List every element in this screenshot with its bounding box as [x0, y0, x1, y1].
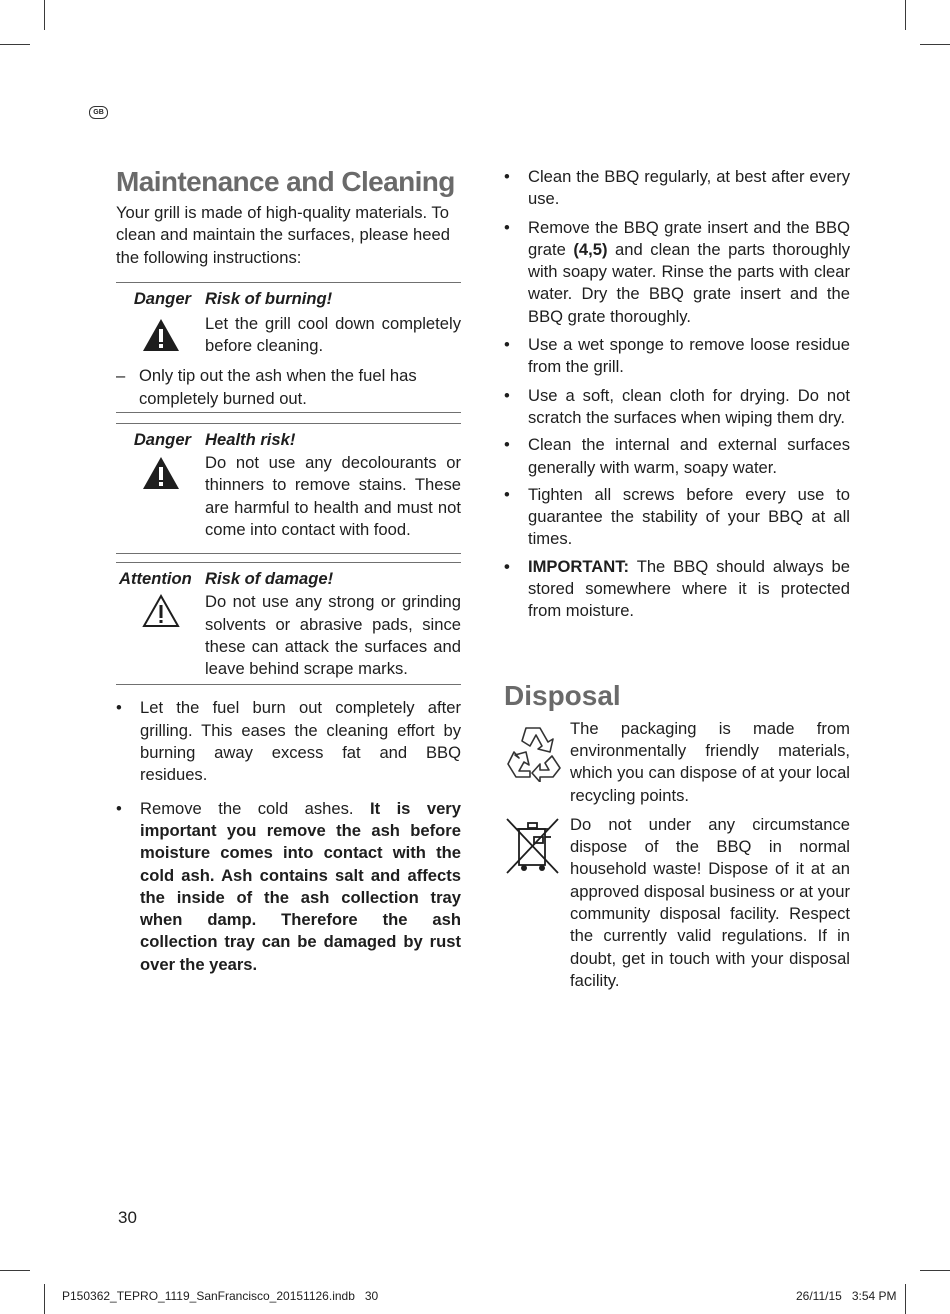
emphasis-text: It is very important you remove the ash before moisture comes into contact with the cold ash. Ash contains salt and affects the inside of the ash collection tray when damp. Therefore the ash collection tray can be damaged by rust over the years. — [140, 798, 461, 974]
list-item — [504, 217, 850, 328]
important-label: IMPORTANT: — [528, 556, 630, 576]
list-item-text: Tighten all screws before every use to guarantee the stability of your BBQ at all times. — [528, 484, 850, 549]
list-item-text: Clean the BBQ regularly, at best after every use. — [528, 167, 850, 209]
page-number: 30 — [118, 1208, 137, 1227]
warning-text: Do not use any strong or grinding solvents or abrasive pads, since these can attack the surfaces and leave behind scrape marks. — [205, 592, 461, 679]
bullet-marker: • — [116, 798, 122, 818]
list-item — [116, 365, 461, 410]
part-reference: (4,5) — [573, 239, 608, 259]
bullet-marker: • — [116, 698, 122, 718]
bullet-marker: • — [504, 484, 510, 504]
crop-mark — [44, 0, 45, 30]
list-item — [504, 334, 850, 379]
language-badge: GB — [89, 106, 108, 119]
disposal-text: The packaging is made from environmentally friendly materials, which you can dispose of at your local recycling points. — [570, 718, 850, 805]
crossed-out-bin-icon — [504, 815, 562, 877]
warning-label: Attention — [119, 569, 192, 589]
divider — [116, 684, 461, 685]
crop-mark — [0, 44, 30, 45]
list-item-text: Use a soft, clean cloth for drying. Do not scratch the surfaces when wiping them dry. — [528, 385, 850, 427]
list-item — [504, 434, 850, 479]
dash-marker: – — [116, 366, 126, 386]
bullet-list — [116, 697, 461, 976]
crop-mark — [0, 1270, 30, 1271]
list-item-text: and clean the parts thoroughly with soapy water. Rinse the parts with clear water. Dry the BBQ grate insert and the BBQ grate thoroughly. — [528, 239, 851, 326]
list-item-text: Clean the internal and external surfaces generally with warm, soapy water. — [528, 435, 850, 477]
recycle-icon — [504, 722, 564, 782]
list-item — [504, 556, 850, 623]
divider — [116, 412, 461, 413]
warning-triangle-filled-icon — [141, 317, 181, 353]
warning-box — [116, 424, 461, 541]
list-item — [116, 697, 461, 786]
section-title: Maintenance and Cleaning — [116, 166, 455, 197]
list-item — [504, 385, 850, 430]
warning-title: Risk of burning! — [205, 288, 333, 308]
warning-text: Let the grill cool down completely before cleaning. — [205, 313, 461, 356]
bullet-marker: • — [504, 335, 510, 355]
warning-triangle-filled-icon — [141, 455, 181, 491]
footer-date-time: 26/11/15 3:54 PM — [796, 1289, 897, 1303]
warning-text: Do not use any decolourants or thinners to remove stains. These are harmful to health and must not come into contact with food. — [205, 453, 461, 539]
crop-mark — [920, 1270, 950, 1271]
warning-title: Risk of damage! — [205, 569, 334, 589]
disposal-text: Do not under any circumstance dispose of the BBQ in normal household waste! Dispose of it at an approved disposal business or at your community disposal facility. Respect the currently valid regulations. If in doubt, get in touch with your disposal facility. — [570, 814, 850, 990]
warning-label: Danger — [133, 430, 191, 450]
bullet-marker: • — [504, 556, 510, 576]
right-column — [504, 166, 850, 992]
crop-mark — [44, 1284, 45, 1314]
warning-triangle-outline-icon — [141, 593, 181, 629]
list-item-text: Remove the cold ashes. — [140, 798, 370, 818]
list-item-text: Remove the BBQ grate insert and the BBQ grate — [528, 217, 850, 259]
list-item-text: The BBQ should always be stored somewhere where it is protected from moisture. — [528, 556, 850, 621]
bullet-marker: • — [504, 167, 510, 186]
footer-file-name: P150362_TEPRO_1119_SanFrancisco_20151126.indb 30 — [62, 1289, 379, 1303]
divider — [116, 553, 461, 554]
warning-label: Danger — [133, 288, 191, 308]
crop-mark — [905, 0, 906, 30]
bullet-list — [504, 166, 850, 623]
disposal-item — [504, 718, 850, 807]
bullet-marker: • — [504, 435, 510, 455]
bullet-marker: • — [504, 217, 510, 237]
warning-title: Health risk! — [205, 430, 296, 450]
list-item — [116, 798, 461, 976]
list-item — [504, 484, 850, 551]
crop-mark — [920, 44, 950, 45]
list-item-text: Let the fuel burn out completely after grilling. This eases the cleaning effort by burning away excess fat and BBQ residues. — [140, 698, 461, 785]
warning-box — [116, 283, 461, 358]
bullet-marker: • — [504, 385, 510, 405]
note-text: Only tip out the ash when the fuel has completely burned out. — [139, 366, 417, 408]
list-item-text: Use a wet sponge to remove loose residue from the grill. — [528, 335, 850, 377]
disposal-item — [504, 814, 850, 992]
list-item — [504, 166, 850, 211]
intro-text: Your grill is made of high-quality materials. To clean and maintain the surfaces, please heed the following instructions: — [116, 203, 450, 267]
warning-box — [116, 563, 461, 680]
left-column — [116, 165, 461, 976]
crop-mark — [905, 1284, 906, 1314]
section-title: Disposal — [504, 679, 621, 711]
